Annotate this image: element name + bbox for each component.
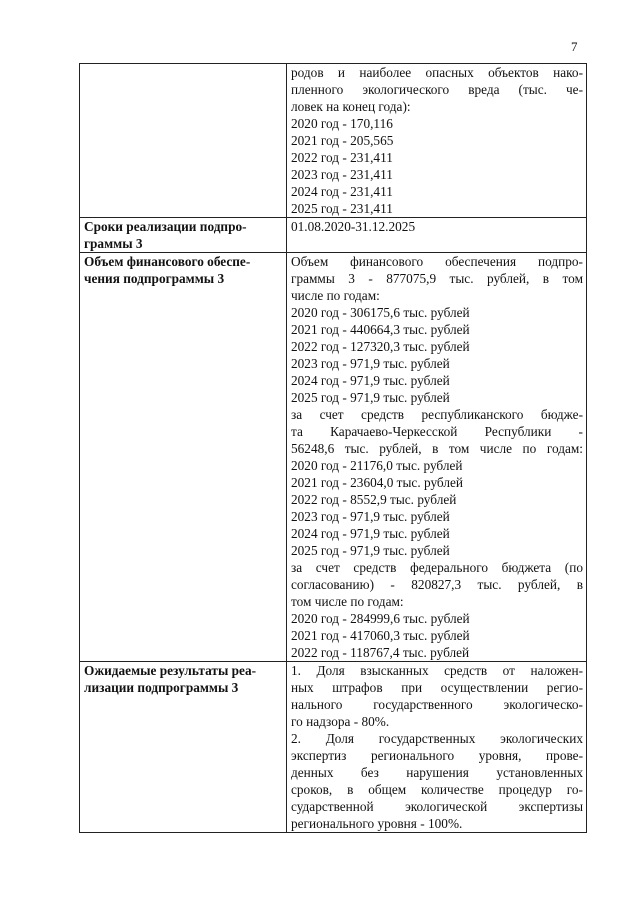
label-line: лизации подпрограммы 3 — [84, 680, 239, 695]
value-line: го надзора - 80%. — [291, 714, 390, 729]
value-line: регионального уровня - 100%. — [291, 816, 463, 831]
value-line: 2024 год - 231,411 — [291, 184, 393, 199]
value-line: 2021 год - 417060,3 тыс. рублей — [291, 628, 470, 643]
table-row — [80, 218, 587, 253]
value-line: 2020 год - 170,116 — [291, 116, 393, 131]
value-line: 2021 год - 440664,3 тыс. рублей — [291, 322, 470, 337]
value-line: числе по годам: — [291, 288, 380, 303]
value-line: 2025 год - 971,9 тыс. рублей — [291, 390, 450, 405]
value-line: экспертиз регионального уровня, прове- — [291, 748, 583, 763]
row-label-results — [80, 662, 287, 833]
value-line: 2024 год - 971,9 тыс. рублей — [291, 373, 450, 388]
value-line: 2020 год - 284999,6 тыс. рублей — [291, 611, 470, 626]
label-line: граммы 3 — [84, 236, 143, 251]
value-line: за счет средств республиканского бюдже- — [291, 407, 583, 422]
value-line: Объем финансового обеспечения подпро- — [291, 254, 583, 269]
value-line: родов и наиболее опасных объектов нако- — [291, 65, 583, 80]
value-line: 2023 год - 971,9 тыс. рублей — [291, 356, 450, 371]
row-value-financing — [287, 253, 587, 662]
row-value-terms — [287, 218, 587, 253]
value-line: 2023 год - 231,411 — [291, 167, 393, 182]
row-label-continued — [80, 64, 287, 218]
value-line: 1. Доля взысканных средств от наложен- — [291, 663, 583, 678]
label-line: Сроки реализации подпро- — [84, 219, 247, 234]
value-line: 56248,6 тыс. рублей, в том числе по годам: — [291, 441, 583, 456]
value-line: 2. Доля государственных экологических — [291, 731, 583, 746]
value-line: 2022 год - 231,411 — [291, 150, 393, 165]
value-line: 2020 год - 306175,6 тыс. рублей — [291, 305, 470, 320]
value-line: пленного экологического вреда (тыс. че- — [291, 82, 583, 97]
value-line: 2021 год - 23604,0 тыс. рублей — [291, 475, 464, 490]
row-label-financing — [80, 253, 287, 662]
table-row — [80, 64, 587, 218]
value-line: согласованию) - 820827,3 тыс. рублей, в — [291, 577, 583, 592]
value-line: за счет средств федерального бюджета (по — [291, 560, 583, 575]
value-line: граммы 3 - 877075,9 тыс. рублей, в том — [291, 271, 583, 286]
value-line: сроков, в общем количестве процедур го- — [291, 782, 583, 797]
value-line: 2022 год - 8552,9 тыс. рублей — [291, 492, 457, 507]
value-line: 2021 год - 205,565 — [291, 133, 394, 148]
value-line: 2024 год - 971,9 тыс. рублей — [291, 526, 450, 541]
label-line: Объем финансового обеспе- — [84, 254, 251, 269]
value-line: том числе по годам: — [291, 594, 404, 609]
value-line: 01.08.2020-31.12.2025 — [291, 219, 416, 234]
value-line: 2025 год - 231,411 — [291, 201, 393, 216]
value-line: 2025 год - 971,9 тыс. рублей — [291, 543, 450, 558]
value-line: сударственной экологической экспертизы — [291, 799, 583, 814]
page-number: 7 — [571, 39, 578, 54]
value-line: 2020 год - 21176,0 тыс. рублей — [291, 458, 463, 473]
value-line: та Карачаево-Черкесской Республики - — [291, 424, 583, 439]
label-line: чения подпрограммы 3 — [84, 271, 225, 286]
table-row — [80, 253, 587, 662]
table-row — [80, 662, 587, 833]
value-line: ловек на конец года): — [291, 99, 411, 114]
label-line: Ожидаемые результаты реа- — [84, 663, 257, 678]
value-line: 2023 год - 971,9 тыс. рублей — [291, 509, 450, 524]
row-value-results — [287, 662, 587, 833]
value-line: нального государственного экологическо- — [291, 697, 583, 712]
row-value-continued — [287, 64, 587, 218]
value-line: денных без нарушения установленных — [291, 765, 583, 780]
value-line: ных штрафов при осуществлении регио- — [291, 680, 583, 695]
value-line: 2022 год - 118767,4 тыс. рублей — [291, 645, 470, 660]
value-line: 2022 год - 127320,3 тыс. рублей — [291, 339, 470, 354]
passport-table — [79, 63, 587, 833]
row-label-terms — [80, 218, 287, 253]
